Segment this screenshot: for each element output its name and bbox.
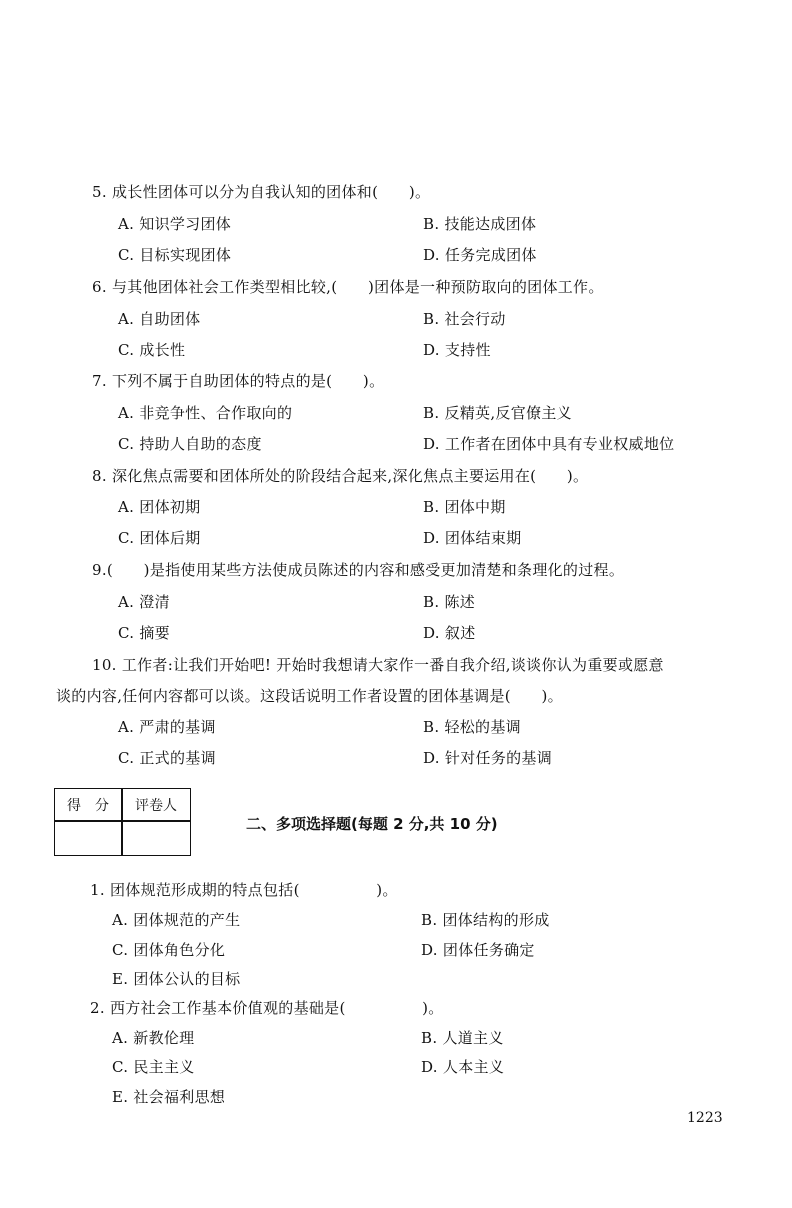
- q7-option-a: A. 非竞争性、合作取向的: [118, 404, 293, 422]
- q7-option-d: D. 工作者在团体中具有专业权威地位: [423, 435, 675, 453]
- score-box: [54, 788, 191, 856]
- score-label: 得 分: [67, 798, 109, 814]
- mq2-option-d: D. 人本主义: [421, 1058, 505, 1076]
- q8-option-c: C. 团体后期: [118, 529, 201, 547]
- question-10-line2: 谈的内容,任何内容都可以谈。这段话说明工作者设置的团体基调是( )。: [56, 687, 563, 705]
- mq2-option-a: A. 新教伦理: [112, 1029, 195, 1047]
- mq1-option-a: A. 团体规范的产生: [112, 911, 241, 929]
- question-6: 6. 与其他团体社会工作类型相比较,( )团体是一种预防取向的团体工作。: [92, 278, 604, 296]
- mq2-option-c: C. 民主主义: [112, 1058, 195, 1076]
- q6-option-d: D. 支持性: [423, 341, 491, 359]
- question-8: 8. 深化焦点需要和团体所处的阶段结合起来,深化焦点主要运用在( )。: [92, 467, 589, 485]
- page-number: 1223: [687, 1110, 723, 1126]
- grader-label: 评卷人: [135, 798, 177, 814]
- question-7: 7. 下列不属于自助团体的特点的是( )。: [92, 372, 385, 390]
- mq2-option-b: B. 人道主义: [421, 1029, 504, 1047]
- mq1-option-d: D. 团体任务确定: [421, 941, 535, 959]
- q8-option-a: A. 团体初期: [118, 498, 201, 516]
- q9-option-a: A. 澄清: [118, 593, 170, 611]
- q5-option-d: D. 任务完成团体: [423, 246, 537, 264]
- mq1-option-e: E. 团体公认的目标: [112, 970, 241, 988]
- multi-question-2: 2. 西方社会工作基本价值观的基础是( )。: [90, 999, 444, 1017]
- question-5: 5. 成长性团体可以分为自我认知的团体和( )。: [92, 183, 431, 201]
- q10-option-b: B. 轻松的基调: [423, 718, 521, 736]
- multi-question-1: 1. 团体规范形成期的特点包括( )。: [90, 881, 398, 899]
- q9-option-b: B. 陈述: [423, 593, 476, 611]
- q9-option-c: C. 摘要: [118, 624, 170, 642]
- score-value-cell[interactable]: [55, 822, 121, 855]
- q7-option-b: B. 反精英,反官僚主义: [423, 404, 572, 422]
- mq1-option-c: C. 团体角色分化: [112, 941, 226, 959]
- q8-option-b: B. 团体中期: [423, 498, 506, 516]
- q10-option-a: A. 严肃的基调: [118, 718, 216, 736]
- mq1-option-b: B. 团体结构的形成: [421, 911, 550, 929]
- q6-option-a: A. 自助团体: [118, 310, 201, 328]
- q10-option-d: D. 针对任务的基调: [423, 749, 553, 767]
- q5-option-b: B. 技能达成团体: [423, 215, 537, 233]
- q10-option-c: C. 正式的基调: [118, 749, 216, 767]
- mq2-option-e: E. 社会福利思想: [112, 1088, 226, 1106]
- question-9: 9.( )是指使用某些方法使成员陈述的内容和感受更加清楚和条理化的过程。: [92, 561, 625, 579]
- question-10-line1: 10. 工作者:让我们开始吧! 开始时我想请大家作一番自我介绍,谈谈你认为重要或愿意: [92, 656, 664, 674]
- q7-option-c: C. 持助人自助的态度: [118, 435, 262, 453]
- q8-option-d: D. 团体结束期: [423, 529, 522, 547]
- q5-option-c: C. 目标实现团体: [118, 246, 232, 264]
- q6-option-c: C. 成长性: [118, 341, 186, 359]
- grader-value-cell[interactable]: [122, 822, 190, 855]
- q5-option-a: A. 知识学习团体: [118, 215, 232, 233]
- q6-option-b: B. 社会行动: [423, 310, 506, 328]
- q9-option-d: D. 叙述: [423, 624, 476, 642]
- section-2-title: 二、多项选择题(每题 2 分,共 10 分): [246, 815, 498, 833]
